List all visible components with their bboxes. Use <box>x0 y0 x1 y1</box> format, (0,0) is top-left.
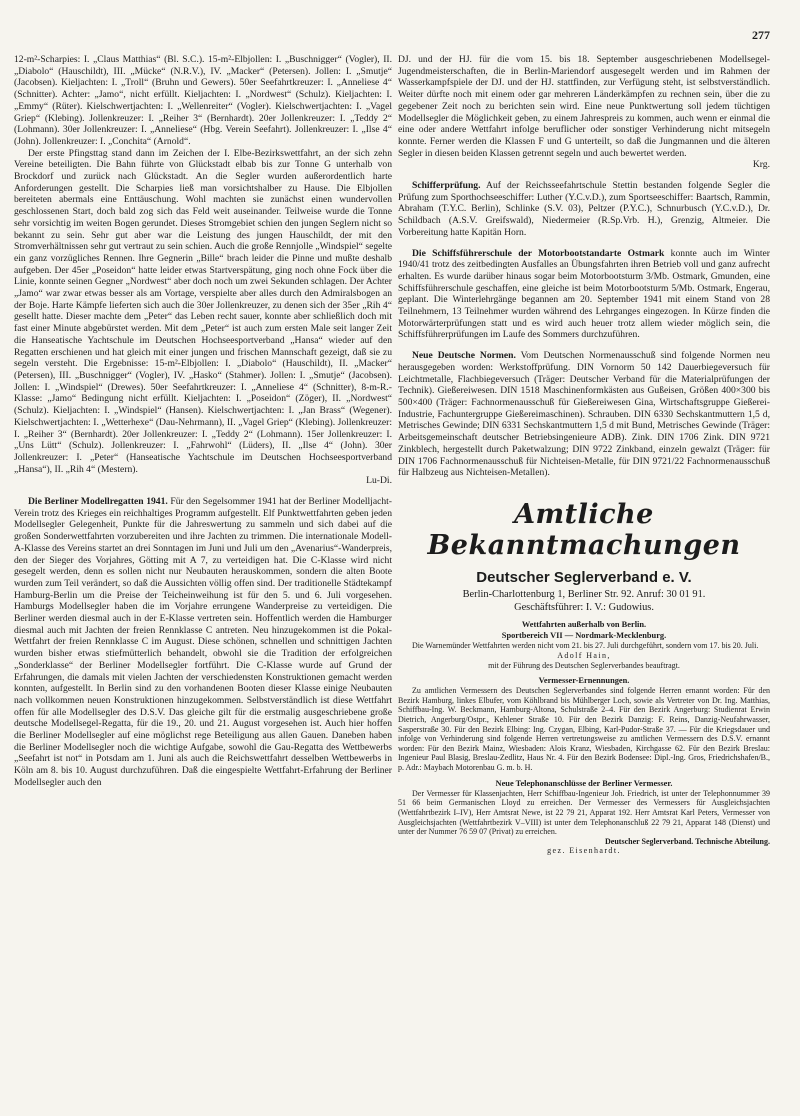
article-body: Für den Segelsommer 1941 hat der Berliner Modelljacht-Verein trotz des Krieges ein reichhaltiges Programm aufgestellt. Elf Punktwettfahrten geben jeden Modellsegler Gelegenheit, Punkte für die Jahreswertung zu sammeln und sich dabei auf die großen Sonderwettfahrten vorzubereiten und ihre Jachten zu trimmen. Die internationale Modell-A-Klasse des Vereins startet an drei Sonntagen im Juni und Juli um den „Avenarius“-Wanderpreis, den der Sieger des Vorjahres, Götting mit A 7, zu verteidigen hat. Die C-Klasse wird nicht gesegelt werden, denn es sollen nicht nur Neubauten herauskommen, sondern die alten Boote wurden zum Teil verändert, so daß die Aussichten völlig offen sind. Der traditionelle Städtekampf Hamburg-Berlin um die Preise der Teicheinweihung ist für den 5. und 6. Juli vorgesehen. Hamburgs Modellsegler haben die im Vorjahre errungene Wanderpreise zu verteidigen. Die Berliner werden diesmal auch in der E-Klasse vertreten sein. Hoffentlich werden die Hamburger diesmal auch mit Jachten der freien Rennklasse C antreten. Neu hinzugekommen ist die Pokal-Wettfahrt der freien Rennklasse C im August. Diese schönen, schnellen und schnittigen Jachten wurden bisher etwas stiefmütterlich behandelt, obwohl sie die Tradition der erfolgreichen „Sonderklasse“ der Berliner Modellsegler fortführt. Die C-Klasse wurde auf Grund der Erfahrungen, die damals mit vielen Jachten der verschiedensten Konstruktionen gemacht werden konnten, aufgestellt. In Berlin sind zu den vorhandenen Booten dieser Klasse einige Neubauten nach vollkommen neuen Konstruktionen hinzugekommen. Selbstverständlich ist diese Wettfahrt offen für alle Modellsegler des D.S.V. Das gleiche gilt für die erstmalig ausgeschriebene große deutsche Modellsegel-Regatta, für die 19., 20. und 21. August vorgesehen ist. Auch hier hoffen die Berliner Modellsegler auf eine möglichst rege Beteiligung aus allen Gauen. Daneben haben die Berliner Modellsegler noch die wichtige Aufgabe, sowohl die Gau-Regatta des Wettbewerbs „Seefahrt ist not“ in Potsdam am 1. Juni als auch die Reichswettfahrt desselben Wettbewerbs in Köln am 8. bis 10. August durchzuführen. Daß die eingespielte Wettfahrt-Erfahrung der Berliner Modellsegler auch den <box>14 496 392 788</box>
article-body: konnte auch im Winter 1940/41 trotz des zeitbedingten Ausfalles an Übungsfahrten ihren Betrieb voll und ganz aufrecht erhalten. Es wurde darüber hinaus sogar beim Motorbootsturm 3/Mb. Ostmark, Gmunden, eine Schiffsführerschule geschaffen, eine gleiche ist beim Motorbootsturm 5/Mb. Ostmark, Engerau, geplant. Die Winterlehrgänge begannen am 20. September 1941 mit einem Stand von 28 Teilnehmern, 13 Teilnehmer wurden während des Lehrganges eingezogen. In Kürze finden die Motorwärterprüfungen statt und es wird auch heuer trotz allem wieder möglich sein, die Schiffsführerprüfungen im Laufe des Sommers durchzuführen. <box>398 247 770 341</box>
organisation-address: Berlin-Charlottenburg 1, Berliner Str. 92. Anruf: 30 01 91. <box>462 588 706 600</box>
signatory-name: Adolf Hain, <box>557 651 611 661</box>
organisation-name: Deutscher Seglerverband e. V. <box>476 568 692 586</box>
right-column <box>398 54 770 1104</box>
signature-organisation: Deutscher Seglerverband. Technische Abteilung. <box>605 836 770 846</box>
signatory-note: mit der Führung des Deutschen Seglerverbandes beauftragt. <box>488 660 680 670</box>
author-signature: Lu-Di. <box>366 475 392 487</box>
section-subtitle: Sportbereich VII — Nordmark-Mecklenburg. <box>501 631 667 641</box>
official-announcements-banner: Amtliche Bekanntmachungen <box>427 498 741 561</box>
skipper-exam-article <box>398 180 770 239</box>
organisation-manager: Geschäftsführer: I. V.: Gudowius. <box>514 601 654 613</box>
left-column <box>14 54 392 1104</box>
article-body: Auf der Reichsseefahrtschule Stettin bestanden folgende Segler die Prüfung zum Sporthochseeschiffer: Luther (Y.C.v.D.), zum Sportseeschiffer: Baartsch, Rammin, Abraham (T.Y.C. Berlin), Schlinke (S.V. 03), Peltzer (P.Y.C.), Schnurbusch (Y.C.v.D.), Dr. Schildbach (A.S.V. Greifswald), Niedermeier (R.Sp.Vrb. H.), Grenzig, Altmeier. Die Vorbereitung hatte Kapitän Horn. <box>398 180 770 238</box>
article-heading: Schifferprüfung. <box>412 180 481 192</box>
section-body: Zu amtlichen Vermessern des Deutschen Seglerverbandes sind folgende Herren ernannt worden: Für den Bezirk Hamburg, linkes Elbufer, vom Köhlbrand bis Mühlberger Loch, sowie als Vertreter von Dr. Ing. Matthias, Schiffbau-Ing. W. Beckmann, Hamburg-Altona, Schulstraße 2–4. Für den Bezirk Angerburg: Studienrat Erwin Dietrich, Angerburg/Ostpr., Kehlener Straße 10. Für den Bezirk Danzig: F. Reins, Danzig-Neufahrwasser, Sasperstraße 30. Für den Bezirk Elbing: Ing. Czygan, Elbing, Karl-Pudor-Straße 37. — Für die Kriegsdauer und infolge von Verhinderung sind folgende Herren vertretungsweise zu amtlichen Vermessern des D.S.V. ernannt worden: Für den Bezirk Mainz, Wiesbaden: Alois Kranz, Wiesbaden, Kirchgasse 62. Für den Bezirk Breslau: Ingenieur Paul Blasig, Breslau-Zedlitz, Haus Nr. 4. Für den Bezirk Bodensee: Dipl.-Ing. Gros, Friedrichshafen/B., p. Adr.: Maybach Motorenbau G. m. b. H. <box>398 686 770 773</box>
elbe-race-report: Der erste Pfingsttag stand dann im Zeichen der I. Elbe-Bezirkswettfahrt, an der sich zehn Vereine beteiligten. Die Bahn führte von Glückstadt elbab bis zur Tonne G unterhalb von Brockdorf und zurück nach Glückstadt. An die Segler wurden außerordentlich harte Anforderungen gestellt. Die Scharpies ließ man vorsichtshalber zu Hause. Die Elbjollen bereiteten abermals eine Enttäuschung. Wohl machten sie zunächst einen wundervollen geschlossenen Start, doch bald zog sich das Feld weit auseinander. Teilweise wurde die Tonne sehr vorsichtig im weiten Bogen gerundet. Dieses Stromgebiet schien den jungen Seglern nicht so bekannt zu sein. Sehr gut aber war die Leistung des jungen Hauschildt, der mit den Stromverhältnissen sehr gut vertraut zu sein schien. Auch die große Rennjolle „Windspiel“ segelte ein ganz vorzügliches Rennen. Ihre Gegnerin „Bille“ brach leider die Pinne und mußte deshalb aufgeben. Der 45er „Poseidon“ hatte leider etwas Startverspätung, ging noch ohne Fock über die Linie, konnte seinen Gegner „Nordwest“ aber doch noch um zwei Sekunden schlagen. Der Achter „Jamo“ war zwar etwas besser als am Vortage, verspielte aber alles durch den Admiralsbogen an der Boje. Harte Kämpfe lieferten sich auch die 30er Jollenkreuzer, zu denen sich der 35er „Rih 4“ gesellt hatte. Dieser machte dem „Peter“ das Leben recht sauer, konnte aber schließlich doch mit fast einer Minute abgebürstet werden. Mit dem „Peter“ ist auch zum ersten Male seit langer Zeit die Hanseatische Yachtschule im Deutschen Hochseesportverband „Hansa“ wieder auf den Regatten erschienen und hat gleich mit einer jungen und frischen Mannschaft gezeigt, daß sie zu segeln versteht. Die Ergebnisse: 15-m²-Elbjollen: I. „Diabolo“ (Hauschildt), II. „Macker“ (Petersen), III. „Buschnigger“ (Vogler), IV. „Hasko“ (Stahmer). Jollen: I. „Smutje“ (Jacobsen). Jollen: I. „Windspiel“ (Drewes). 50er Seefahrtkreuzer: I. „Anneliese 4“ (Schnitter), 8-m-R.-Klasse: „Jamo“ Bedingung nicht erfüllt. Kieljachten: I. „Poseidon“ (Zöger), II. „Nordwest“ (Schulz). Kieljachten: I. „Windspiel“ (Hansen). Kielschwertjachten: I. „Jan Brass“ (Wegener). Kielschwertjachten: I. „Wetterhexe“ (Dau-Nehrmann), II. „Vagel Griep“ (Klebing). Jollenkreuzer: I. „Reiher 3“ (Bernhardt). 20er Jollenkreuzer: I. „Teddy 2“ (Lohmann). 15er Jollenkreuzer: I. „Uns Lütt“ (Schulz). Jollenkreuzer: I. „Fahrwohl“ (Lüders), II. „Ilse 4“ (John). 30er Jollenkreuzer: I. „Peter“ (Hanseatische Yachtschule im Deutschen Hochseesportverband „Hansa“), II. „Rih 4“ (Mestern). <box>14 147 392 475</box>
section-title: Wettfahrten außerhalb von Berlin. <box>521 620 647 630</box>
section-title: Neue Telephonanschlüsse der Berliner Vermesser. <box>495 778 673 788</box>
article-heading: Die Berliner Modellregatten 1941. <box>28 496 168 508</box>
section-body: Die Warnemünder Wettfahrten werden nicht vom 21. bis 27. Juli durchgeführt, sondern vom 17. bis 20. Juli. <box>412 641 759 651</box>
section-title: Vermesser-Ernennungen. <box>538 676 630 686</box>
section-body: Der Vermesser für Klassenjachten, Herr Schiffbau-Ingenieur Joh. Friedrich, ist unter der Telephonnummer 39 51 66 beim Germanischen Lloyd zu erreichen. Der Vermesser des Vermessers für Ausgleichsjachten (Wettfahrtbezirk I–IV), Herr Amtsrat Newe, ist 22 79 21, Apparat 192. Herr Amtsrat Karl Peters, Vermesser von Ausgleichsjachten (Wettfahrtbezirk V–VIII) ist unter dem Telephonanschluß 22 79 21, Apparat 148 (Dienst) und unter der Nummer 76 59 07 (Privat) zu erreichen. <box>398 788 770 837</box>
author-signature: Krg. <box>752 159 770 171</box>
regatta-results-paragraph: 12-m²-Scharpies: I. „Claus Matthias“ (Bl. S.C.). 15-m²-Elbjollen: I. „Buschnigger“ (Vogler), II. „Diabolo“ (Hauschildt), III. „Mücke“ (N.R.V.), IV. „Macker“ (Petersen). Jollen: I. „Smutje“ (Jacobsen). Kieljachten: I. „Troll“ (Bruhn und Gewers). 50er Seefahrtkreuzer: I. „Anneliese 4“ (Schnitter). Achter: „Jamo“, nicht erfüllt. Kieljachten: I. „Nordwest“ (Schulz). Kieljachten: I. „Emmy“ (Rüter). Kielschwertjachten: I. „Wellenreiter“ (Vogler). Kielschwertjachten: I. „Vagel Griep“ (Klebing). Jollenkreuzer: I. „Reiher 3“ (Bernhardt). 20er Jollenkreuzer: I. „Teddy 2“ (Lohmann). 30er Jollenkreuzer: I. „Anneliese“ (Hbg. Verein Seefahrt). Jollenkreuzer: I. „Ilse 4“ (John). Jollenkreuzer: I. „Conchita“ (Arnold“. <box>14 54 392 147</box>
new-norms-article <box>398 350 770 479</box>
continued-article: DJ. und der HJ. für die vom 15. bis 18. September ausgeschriebenen Modellsegel-Jugendmeisterschaften, die in Berlin-Mariendorf ausgesegelt werden und im Rahmen der Wasserkampfspiele der DJ. und der HJ. stattfinden, zur Verfügung steht, ist selbstverständlich. Weiter dürfte noch mit einem oder gar mehreren Länderkämpfen zu rechnen sein, über die zu gegebener Zeit noch zu berichten sein wird. Eine neue Punktwertung soll jedem tüchtigen Modellsegler die Möglichkeit geben, zu einem Jahrespreis zu kommen, auch wenn er einmal die eine oder andere Wettfahrt infolge beruflicher oder sonstiger Verhinderung nicht mitsegeln konnte. Ferner werden die Klassen F und G unterteilt, so daß die Jungmannen und die älteren Segler in diesen beiden Klassen getrennt segeln und auch bewertet werden. <box>398 54 770 159</box>
announcements-section <box>398 620 770 856</box>
article-heading: Die Schiffsführerschule der Motorbootstandarte Ostmark <box>412 247 665 259</box>
signature-name: gez. Eisenhardt. <box>547 846 621 856</box>
berlin-model-regattas-article <box>14 496 392 789</box>
page-number: 277 <box>752 28 770 42</box>
boat-school-article <box>398 248 770 342</box>
article-heading: Neue Deutsche Normen. <box>412 350 516 362</box>
article-body: Vom Deutschen Normenausschuß sind folgende Normen neu herausgegeben worden: Werkstoffprüfung. DIN Vornorm 50 142 Dauerbiegeversuch für Leichtmetalle, Flachbiegeversuch (Träger: Deutscher Verband für die Materialprüfungen der Technik). Gießereiwesen. DIN 1518 Maschinenformkästen aus Gußeisen, Größen 400×300 bis 500×400 (Träger: Fachnormenausschuß für Gießereiwesen Gina, Wirtschaftsgruppe Gießerei-Industrie, Fachuntergruppe Gießereimaschinen). Schrauben. DIN 6330 Sechskantmuttern 1,5 d, Metrisches Gewinde; DIN 6331 Sechskantmuttern 1,5 d mit Bund, Metrisches Gewinde (Träger: Arbeitsgemeinschaft deutscher Betriebsingenieure ADB). Zink. DIN 1706 Zink. DIN 9721 Zinkblech, hergestellt durch Paketwalzung; DIN 9722 Zinkband, einzeln gewalzt (Träger: für DIN 1706 Fachnormenausschuß für Nichteisen-Metalle, für DIN 9721/22 Fachnormenausschuß für Halbzeug aus Nichteisen-Metallen). <box>398 350 770 479</box>
